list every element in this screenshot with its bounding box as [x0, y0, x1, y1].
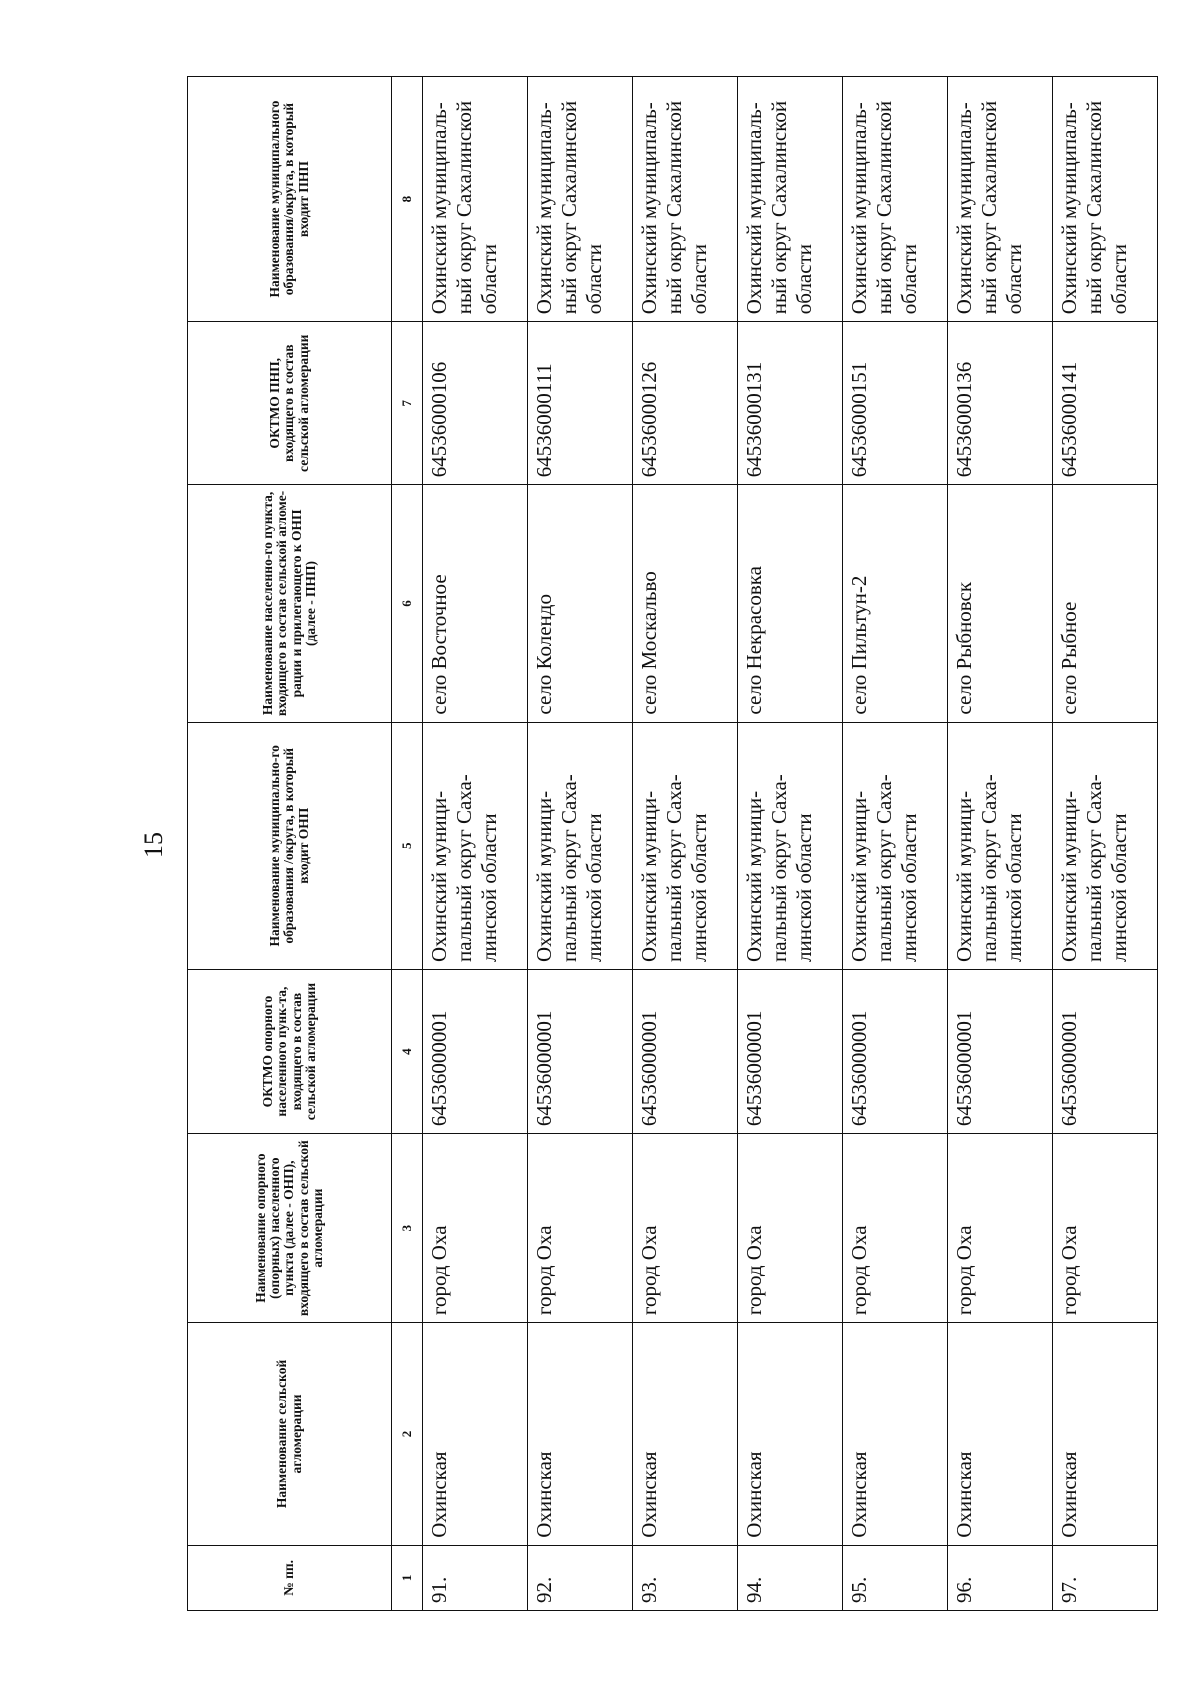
- agglomeration-name: Охинская: [528, 1323, 633, 1546]
- table-row: [633, 77, 738, 1611]
- pnp-name: село Восточное: [423, 485, 528, 722]
- table-row: [948, 77, 1053, 1611]
- pnp-municipality: Охинский муниципаль-ный округ Сахалинской области: [423, 77, 528, 322]
- pnp-name: село Пильтун-2: [843, 485, 948, 722]
- agglomeration-name: Охинская: [633, 1323, 738, 1546]
- onp-municipality: Охинский муници-пальный округ Саха-линской области: [1053, 722, 1158, 969]
- pnp-oktmo: 64536000131: [738, 322, 843, 485]
- table-row: [423, 77, 528, 1611]
- column-number: 1: [392, 1545, 423, 1610]
- page-number: 15: [139, 832, 168, 858]
- pnp-name: село Рыбное: [1053, 485, 1158, 722]
- row-number: 96.: [948, 1545, 1053, 1610]
- column-number: 3: [392, 1134, 423, 1323]
- agglomeration-name: Охинская: [948, 1323, 1053, 1546]
- onp-name: город Оха: [633, 1134, 738, 1323]
- onp-oktmo: 64536000001: [1053, 969, 1158, 1133]
- header-cell: Наименование населенно-го пункта, входящего в состав сельской агломе-рации и прилегающего к ОНП (далее - ПНП): [188, 485, 392, 722]
- pnp-municipality: Охинский муниципаль-ный округ Сахалинской области: [633, 77, 738, 322]
- pnp-name: село Рыбновск: [948, 485, 1053, 722]
- header-cell: Наименование сельской агломерации: [188, 1323, 392, 1546]
- header-cell: Наименование опорного (опорных) населенного пункта (далее - ОНП), входящего в состав сельской агломерации: [188, 1134, 392, 1323]
- pnp-oktmo: 64536000141: [1053, 322, 1158, 485]
- onp-municipality: Охинский муници-пальный округ Саха-линской области: [738, 722, 843, 969]
- table-row: [738, 77, 843, 1611]
- onp-name: город Оха: [948, 1134, 1053, 1323]
- row-number: 94.: [738, 1545, 843, 1610]
- onp-name: город Оха: [423, 1134, 528, 1323]
- onp-oktmo: 64536000001: [633, 969, 738, 1133]
- onp-municipality: Охинский муници-пальный округ Саха-линской области: [423, 722, 528, 969]
- header-row: [188, 77, 392, 1611]
- pnp-municipality: Охинский муниципаль-ный округ Сахалинской области: [948, 77, 1053, 322]
- onp-oktmo: 64536000001: [843, 969, 948, 1133]
- agglomeration-name: Охинская: [843, 1323, 948, 1546]
- agglomeration-name: Охинская: [1053, 1323, 1158, 1546]
- pnp-oktmo: 64536000151: [843, 322, 948, 485]
- pnp-name: село Москальво: [633, 485, 738, 722]
- pnp-municipality: Охинский муниципаль-ный округ Сахалинской области: [738, 77, 843, 322]
- table-row: [528, 77, 633, 1611]
- column-number: 4: [392, 969, 423, 1133]
- header-cell: Наименование муниципально-го образования /округа, в который входит ОНП: [188, 722, 392, 969]
- row-number: 95.: [843, 1545, 948, 1610]
- onp-oktmo: 64536000001: [738, 969, 843, 1133]
- table-row: [843, 77, 948, 1611]
- agglomeration-table: [187, 76, 1158, 1611]
- onp-oktmo: 64536000001: [948, 969, 1053, 1133]
- onp-name: город Оха: [738, 1134, 843, 1323]
- pnp-municipality: Охинский муниципаль-ный округ Сахалинской области: [843, 77, 948, 322]
- column-number: 8: [392, 77, 423, 322]
- agglomeration-name: Охинская: [738, 1323, 843, 1546]
- column-number-row: [392, 77, 423, 1611]
- onp-oktmo: 64536000001: [423, 969, 528, 1133]
- column-number: 5: [392, 722, 423, 969]
- header-cell: Наименование муниципального образования/округа, в который входит ПНП: [188, 77, 392, 322]
- onp-municipality: Охинский муници-пальный округ Саха-линской области: [948, 722, 1053, 969]
- pnp-municipality: Охинский муниципаль-ный округ Сахалинской области: [1053, 77, 1158, 322]
- row-number: 91.: [423, 1545, 528, 1610]
- pnp-oktmo: 64536000111: [528, 322, 633, 485]
- pnp-oktmo: 64536000136: [948, 322, 1053, 485]
- pnp-name: село Колендо: [528, 485, 633, 722]
- table-container: [187, 76, 1132, 1611]
- onp-municipality: Охинский муници-пальный округ Саха-линской области: [633, 722, 738, 969]
- header-cell: ОКТМО ПНП, входящего в состав сельской агломерации: [188, 322, 392, 485]
- pnp-oktmo: 64536000126: [633, 322, 738, 485]
- header-cell: № пп.: [188, 1545, 392, 1610]
- pnp-oktmo: 64536000106: [423, 322, 528, 485]
- column-number: 6: [392, 485, 423, 722]
- pnp-name: село Некрасовка: [738, 485, 843, 722]
- onp-oktmo: 64536000001: [528, 969, 633, 1133]
- agglomeration-name: Охинская: [423, 1323, 528, 1546]
- row-number: 93.: [633, 1545, 738, 1610]
- onp-name: город Оха: [843, 1134, 948, 1323]
- row-number: 97.: [1053, 1545, 1158, 1610]
- table-row: [1053, 77, 1158, 1611]
- pnp-municipality: Охинский муниципаль-ный округ Сахалинской области: [528, 77, 633, 322]
- header-cell: ОКТМО опорного населенного пунк-та, входящего в состав сельской агломерации: [188, 969, 392, 1133]
- onp-name: город Оха: [528, 1134, 633, 1323]
- row-number: 92.: [528, 1545, 633, 1610]
- column-number: 2: [392, 1323, 423, 1546]
- onp-municipality: Охинский муници-пальный округ Саха-линской области: [843, 722, 948, 969]
- onp-name: город Оха: [1053, 1134, 1158, 1323]
- column-number: 7: [392, 322, 423, 485]
- onp-municipality: Охинский муници-пальный округ Саха-линской области: [528, 722, 633, 969]
